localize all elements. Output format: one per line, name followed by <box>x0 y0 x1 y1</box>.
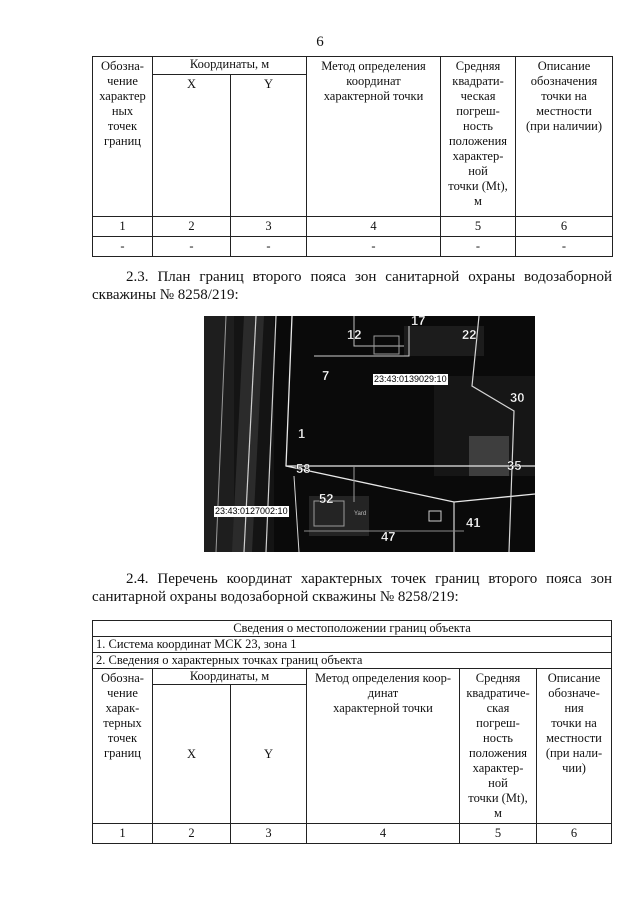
section-2-3-number: 2.3. <box>126 269 149 285</box>
map-label: 1 <box>298 426 306 441</box>
column-number: 4 <box>307 824 460 844</box>
section-2-3-paragraph <box>92 268 612 304</box>
coordinate-system-row: 1. Система координат МСК 23, зона 1 <box>93 637 612 653</box>
header-point-designation: Обозна- чение характер ных точек границ <box>93 57 153 217</box>
header-y: Y <box>231 685 307 824</box>
coordinates-table-1 <box>92 56 613 257</box>
map-label: 7 <box>322 368 330 383</box>
header-x: X <box>153 75 231 217</box>
header-description: Описание обозначе- ния точки на местности (при нали- чии) <box>537 669 612 824</box>
table-cell: - <box>441 237 516 257</box>
map-label: 22 <box>462 327 477 342</box>
table-cell: - <box>153 237 231 257</box>
section-2-4-number: 2.4. <box>126 571 149 587</box>
map-small-text: Yard <box>354 511 367 517</box>
column-number: 1 <box>93 824 153 844</box>
map-label: 17 <box>411 316 426 328</box>
points-info-row: 2. Сведения о характерных точках границ объекта <box>93 653 612 669</box>
section-2-3-text: План границ второго пояса зон санитарной охраны водозаборной скважины № 8258/219: <box>92 269 613 303</box>
column-number: 5 <box>441 217 516 237</box>
header-coordinates: Координаты, м <box>153 669 307 685</box>
map-label: 30 <box>510 390 525 405</box>
table-cell: - <box>231 237 307 257</box>
section-2-4-text: Перечень координат характерных точек границ второго пояса зон санитарной охраны водозаборной скважины № 8258/219: <box>92 571 612 605</box>
coordinates-table-2 <box>92 620 612 844</box>
map-label: 12 <box>347 327 362 342</box>
header-x: X <box>153 685 231 824</box>
column-number: 5 <box>460 824 537 844</box>
column-number: 3 <box>231 824 307 844</box>
map-label: 41 <box>466 515 481 530</box>
page-number: 6 <box>316 34 324 50</box>
header-y: Y <box>231 75 307 217</box>
map-label: 35 <box>507 458 522 473</box>
column-number: 6 <box>537 824 612 844</box>
column-number: 2 <box>153 824 231 844</box>
header-method: Метод определения коор- динат характерной точки <box>307 669 460 824</box>
header-error: Средняя квадратиче- ская погреш- ность положения характер- ной точки (Mt), м <box>460 669 537 824</box>
zone-boundary-map <box>204 316 535 552</box>
column-number: 2 <box>153 217 231 237</box>
header-method: Метод определения координат характерной точки <box>307 57 441 217</box>
column-number: 6 <box>516 217 613 237</box>
map-label: 52 <box>319 491 334 506</box>
header-description: Описание обозначения точки на местности (при наличии) <box>516 57 613 217</box>
column-number: 3 <box>231 217 307 237</box>
header-error: Средняя квадрати- ческая погреш- ность положения характер- ной точки (Mt), м <box>441 57 516 217</box>
table-cell: - <box>93 237 153 257</box>
table-cell: - <box>307 237 441 257</box>
column-number: 1 <box>93 217 153 237</box>
cadastral-number: 23:43:0139029:10 <box>374 374 447 384</box>
header-point-designation: Обозна- чение харак- терных точек границ <box>93 669 153 824</box>
table-cell: - <box>516 237 613 257</box>
section-2-4-paragraph <box>92 570 612 606</box>
header-coordinates: Координаты, м <box>153 57 307 75</box>
map-label: 58 <box>296 461 311 476</box>
cadastral-number: 23:43:0127002:10 <box>215 506 288 516</box>
column-number: 4 <box>307 217 441 237</box>
map-label: 47 <box>381 529 396 544</box>
table-title: Сведения о местоположении границ объекта <box>93 621 612 637</box>
